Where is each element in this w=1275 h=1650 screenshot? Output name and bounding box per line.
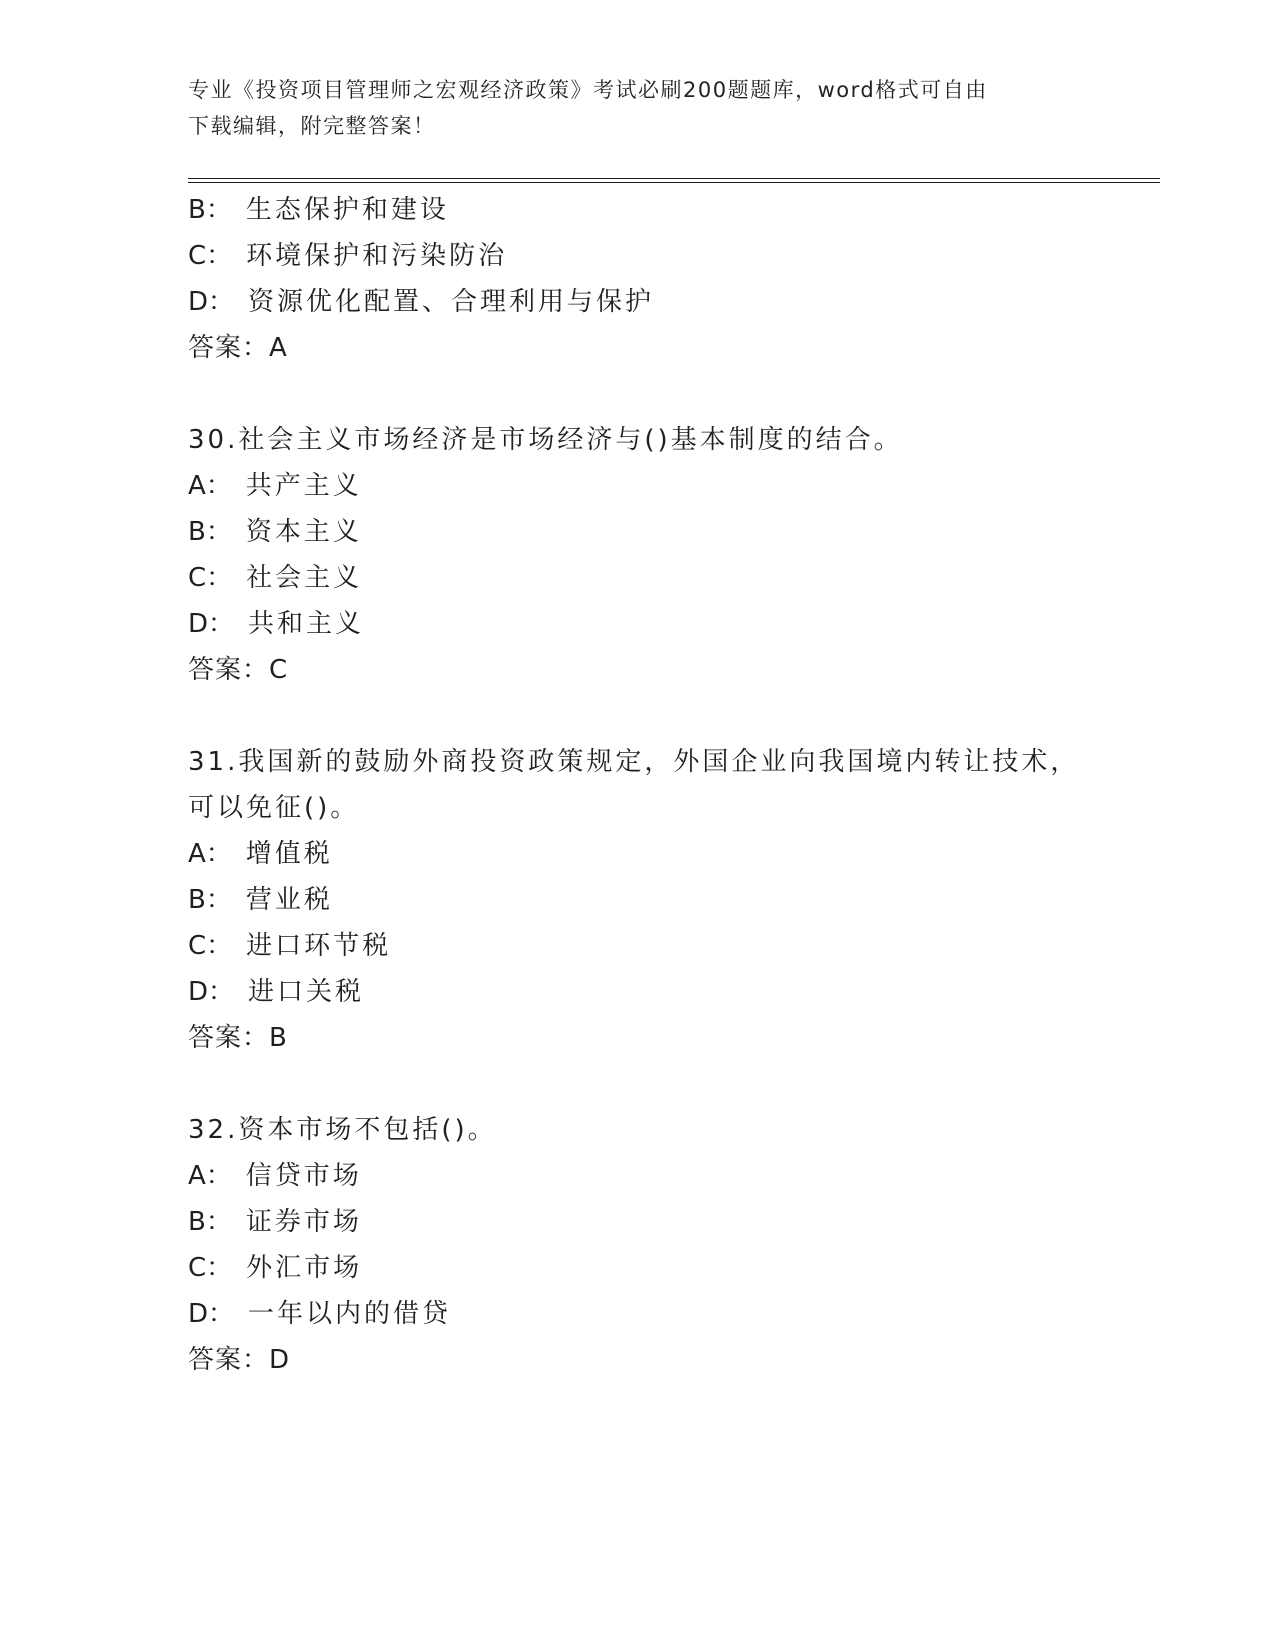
option-key: A： bbox=[188, 1161, 232, 1191]
option-d bbox=[188, 601, 1128, 647]
option-text: 资本主义 bbox=[245, 517, 362, 547]
spacer bbox=[188, 371, 1128, 417]
question-31-text: 31.我国新的鼓励外商投资政策规定，外国企业向我国境内转让技术， bbox=[188, 747, 1080, 777]
option-a bbox=[188, 463, 1128, 509]
option-c bbox=[188, 233, 1128, 279]
answer-line: 答案：B bbox=[188, 1023, 288, 1053]
question-31-text-continued: 可以免征()。 bbox=[188, 793, 360, 823]
spacer bbox=[188, 693, 1128, 739]
answer-line: 答案：C bbox=[188, 655, 289, 685]
option-d bbox=[188, 1291, 1128, 1337]
option-key: B： bbox=[188, 517, 232, 547]
option-text: 营业税 bbox=[245, 885, 333, 915]
option-key: C： bbox=[188, 1253, 233, 1283]
option-text: 共产主义 bbox=[245, 471, 362, 501]
header-divider bbox=[188, 178, 1160, 183]
option-key: D： bbox=[188, 609, 235, 639]
option-key: B： bbox=[188, 1207, 232, 1237]
answer-line: 答案：A bbox=[188, 333, 288, 363]
option-text: 证券市场 bbox=[245, 1207, 362, 1237]
option-text: 进口关税 bbox=[248, 977, 365, 1007]
answer-line: 答案：D bbox=[188, 1345, 291, 1375]
option-key: A： bbox=[188, 471, 232, 501]
header-line-1: 专业《投资项目管理师之宏观经济政策》考试必刷200题题库，word格式可自由 bbox=[188, 78, 988, 102]
question-32-text: 32.资本市场不包括()。 bbox=[188, 1115, 497, 1145]
option-key: D： bbox=[188, 1299, 235, 1329]
option-b bbox=[188, 1199, 1128, 1245]
question-content bbox=[188, 187, 1128, 1383]
option-key: B： bbox=[188, 195, 232, 225]
option-key: C： bbox=[188, 563, 233, 593]
option-b bbox=[188, 877, 1128, 923]
option-c bbox=[188, 1245, 1128, 1291]
option-key: D： bbox=[188, 977, 235, 1007]
option-text: 进口环节税 bbox=[246, 931, 392, 961]
option-text: 生态保护和建设 bbox=[245, 195, 449, 225]
option-d bbox=[188, 969, 1128, 1015]
spacer bbox=[188, 1061, 1128, 1107]
option-c bbox=[188, 555, 1128, 601]
option-text: 共和主义 bbox=[248, 609, 365, 639]
option-key: C： bbox=[188, 931, 233, 961]
option-a bbox=[188, 1153, 1128, 1199]
option-key: A： bbox=[188, 839, 232, 869]
option-text: 一年以内的借贷 bbox=[248, 1299, 452, 1329]
option-text: 环境保护和污染防治 bbox=[246, 241, 508, 271]
question-30-text: 30.社会主义市场经济是市场经济与()基本制度的结合。 bbox=[188, 425, 903, 455]
option-text: 增值税 bbox=[245, 839, 333, 869]
option-key: D： bbox=[188, 287, 235, 317]
option-d bbox=[188, 279, 1128, 325]
option-c bbox=[188, 923, 1128, 969]
option-text: 信贷市场 bbox=[245, 1161, 362, 1191]
option-text: 外汇市场 bbox=[246, 1253, 363, 1283]
option-b bbox=[188, 187, 1128, 233]
option-b bbox=[188, 509, 1128, 555]
option-text: 社会主义 bbox=[246, 563, 363, 593]
header-line-2: 下载编辑，附完整答案！ bbox=[188, 114, 436, 138]
option-key: C： bbox=[188, 241, 233, 271]
option-key: B： bbox=[188, 885, 232, 915]
option-text: 资源优化配置、合理利用与保护 bbox=[248, 287, 655, 317]
option-a bbox=[188, 831, 1128, 877]
document-header bbox=[188, 72, 1088, 144]
